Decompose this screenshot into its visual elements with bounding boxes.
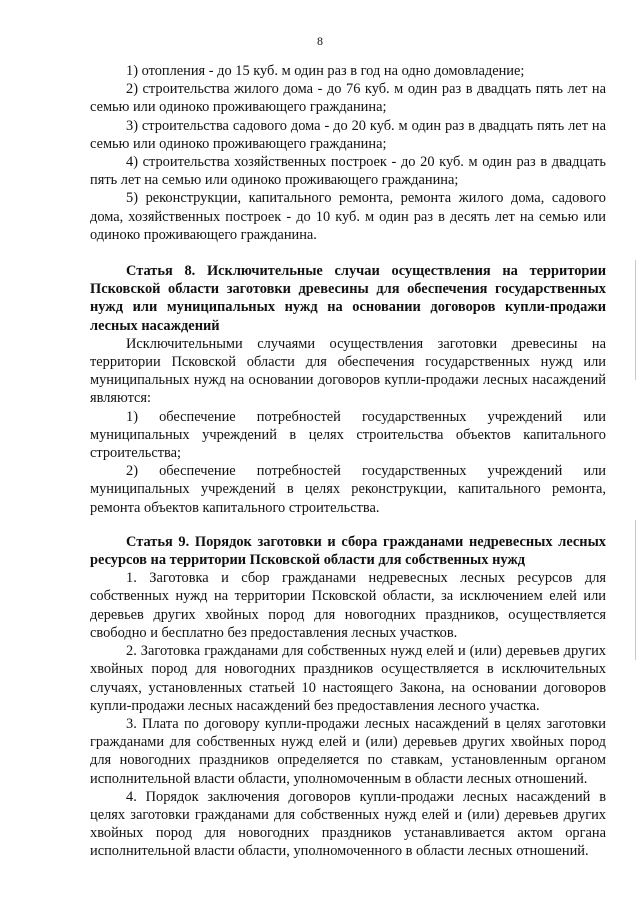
article-9-paragraph-1: 1. Заготовка и сбор гражданами недревесных лесных ресурсов для собственных нужд на территории Псковской области, за исключением елей или деревьев других хвойных пород для новогодних праздников, осуществляется свободно и бесплатно без предоставления лесных участков. <box>90 570 606 641</box>
intro-item-3: 3) строительства садового дома - до 20 куб. м один раз в двадцать пять лет на семью или одиноко проживающего гражданина; <box>90 117 606 152</box>
article-9-paragraph-3: 3. Плата по договору купли-продажи лесных насаждений в целях заготовки гражданами для собственных нужд елей и (или) деревьев других хвойных пород для новогодних праздников определяется по ставкам, установленным органом исполнительной власти области, уполномоченным в области лесных отношений. <box>90 715 606 787</box>
article-8-paragraph-2: 1) обеспечение потребностей государственных учреждений или муниципальных учреждений в целях строительства объектов капитального строительства; <box>90 408 606 462</box>
scan-edge-mark-upper <box>635 260 636 380</box>
intro-item-5: 5) реконструкции, капитального ремонта, ремонта жилого дома, садового дома, хозяйственных построек - до 10 куб. м один раз в десять лет на семью или одиноко проживающего гражданина. <box>90 190 606 243</box>
scan-edge-mark-lower <box>635 520 636 660</box>
intro-item-1: 1) отопления - до 15 куб. м один раз в год на одно домовладение; <box>126 63 525 79</box>
intro-item-4: 4) строительства хозяйственных построек - до 20 куб. м один раз в двадцать пять лет на семью или одиноко проживающего гражданина; <box>90 154 606 189</box>
page-number: 8 <box>317 34 323 48</box>
intro-item-2: 2) строительства жилого дома - до 76 куб. м один раз в двадцать пять лет на семью или одиноко проживающего гражданина; <box>90 81 606 116</box>
article-9-paragraph-2: 2. Заготовка гражданами для собственных нужд елей и (или) деревьев других хвойных пород для новогодних праздников осуществляется в исключительных случаях, установленных статьей 10 настоящего Закона, на основании договоров купли-продажи лесных насаждений без предоставления лесного участка. <box>90 643 606 714</box>
article-8-heading: Статья 8. Исключительные случаи осуществления на территории Псковской области заготовки древесины для обеспечения государственных нужд или муниципальных нужд на основании договоров купли-продажи лесных насаждений <box>90 263 606 334</box>
page-content <box>90 62 606 861</box>
article-9-paragraph-4: 4. Порядок заключения договоров купли-продажи лесных насаждений в целях заготовки гражданами для собственных нужд елей и (или) деревьев других хвойных пород для новогодних праздников устанавливается актом органа исполнительной власти области, уполномоченного в области лесных отношений. <box>90 788 606 860</box>
article-8-paragraph-1: Исключительными случаями осуществления заготовки древесины на территории Псковской области для обеспечения государственных нужд или муниципальных нужд на основании договоров купли-продажи лесных насаждений являются: <box>90 335 606 407</box>
article-9-heading: Статья 9. Порядок заготовки и сбора гражданами недревесных лесных ресурсов на территории Псковской области для собственных нужд <box>90 533 606 569</box>
article-8-paragraph-3: 2) обеспечение потребностей государственных учреждений или муниципальных учреждений в целях реконструкции, капитального ремонта, ремонта объектов капитального строительства. <box>90 463 606 516</box>
